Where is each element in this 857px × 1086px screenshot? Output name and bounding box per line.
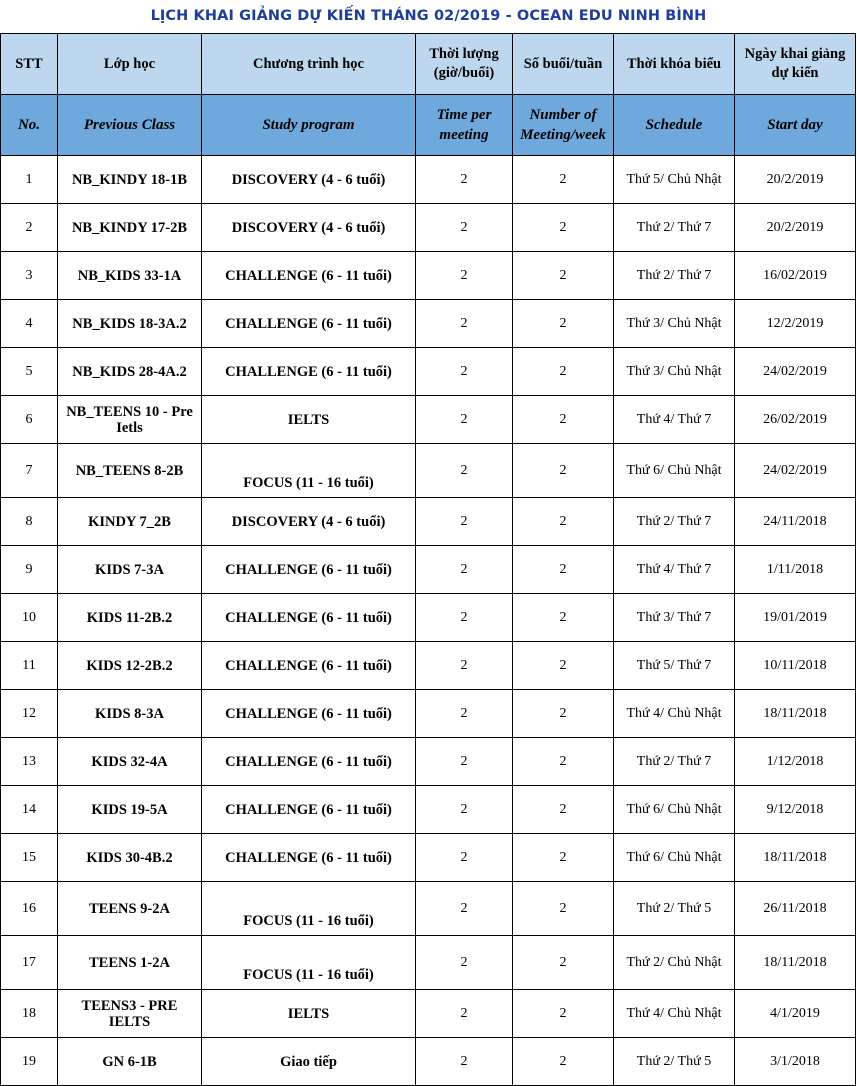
table-row <box>1 990 856 1038</box>
row-number-cell: 6 <box>1 396 58 444</box>
sessions-per-week-cell: 2 <box>513 882 614 936</box>
row-number-cell: 2 <box>1 204 58 252</box>
row-number-cell: 12 <box>1 690 58 738</box>
sessions-per-week-cell: 2 <box>513 156 614 204</box>
schedule-cell: Thứ 2/ Chủ Nhật <box>614 936 735 990</box>
table-row <box>1 690 856 738</box>
schedule-cell: Thứ 4/ Thứ 7 <box>614 396 735 444</box>
sessions-per-week-cell: 2 <box>513 204 614 252</box>
start-date-cell: 20/2/2019 <box>735 204 856 252</box>
hours-per-session-cell: 2 <box>416 642 513 690</box>
row-number-cell: 1 <box>1 156 58 204</box>
header-sessions: Số buổi/tuần <box>513 34 614 95</box>
header-start-date: Ngày khai giảng dự kiến <box>735 34 856 95</box>
study-program-cell: IELTS <box>202 396 416 444</box>
table-row <box>1 300 856 348</box>
study-program-cell: FOCUS (11 - 16 tuổi) <box>202 936 416 990</box>
class-name-cell: NB_KIDS 33-1A <box>58 252 202 300</box>
class-name-cell: NB_KIDS 18-3A.2 <box>58 300 202 348</box>
hours-per-session-cell: 2 <box>416 300 513 348</box>
hours-per-session-cell: 2 <box>416 834 513 882</box>
sessions-per-week-cell: 2 <box>513 594 614 642</box>
start-date-cell: 4/1/2019 <box>735 990 856 1038</box>
hours-per-session-cell: 2 <box>416 690 513 738</box>
study-program-cell: IELTS <box>202 990 416 1038</box>
row-number-cell: 5 <box>1 348 58 396</box>
sessions-per-week-cell: 2 <box>513 642 614 690</box>
hours-per-session-cell: 2 <box>416 882 513 936</box>
row-number-cell: 3 <box>1 252 58 300</box>
sessions-per-week-cell: 2 <box>513 444 614 498</box>
hours-per-session-cell: 2 <box>416 252 513 300</box>
class-name-cell: KINDY 7_2B <box>58 498 202 546</box>
study-program-cell: CHALLENGE (6 - 11 tuổi) <box>202 690 416 738</box>
schedule-cell: Thứ 3/ Thứ 7 <box>614 594 735 642</box>
study-program-cell: Giao tiếp <box>202 1038 416 1086</box>
class-name-cell: KIDS 32-4A <box>58 738 202 786</box>
start-date-cell: 1/11/2018 <box>735 546 856 594</box>
schedule-cell: Thứ 3/ Chủ Nhật <box>614 300 735 348</box>
hours-per-session-cell: 2 <box>416 396 513 444</box>
table-row <box>1 348 856 396</box>
schedule-cell: Thứ 5/ Thứ 7 <box>614 642 735 690</box>
schedule-cell: Thứ 3/ Chủ Nhật <box>614 348 735 396</box>
start-date-cell: 26/11/2018 <box>735 882 856 936</box>
table-row <box>1 156 856 204</box>
start-date-cell: 18/11/2018 <box>735 834 856 882</box>
start-date-cell: 20/2/2019 <box>735 156 856 204</box>
header-stt: STT <box>1 34 58 95</box>
start-date-cell: 19/01/2019 <box>735 594 856 642</box>
start-date-cell: 24/02/2019 <box>735 348 856 396</box>
header-previous-class: Previous Class <box>58 95 202 156</box>
row-number-cell: 8 <box>1 498 58 546</box>
row-number-cell: 17 <box>1 936 58 990</box>
sessions-per-week-cell: 2 <box>513 936 614 990</box>
row-number-cell: 14 <box>1 786 58 834</box>
table-row <box>1 936 856 990</box>
schedule-cell: Thứ 4/ Chủ Nhật <box>614 690 735 738</box>
table-row <box>1 882 856 936</box>
schedule-cell: Thứ 2/ Thứ 7 <box>614 498 735 546</box>
start-date-cell: 10/11/2018 <box>735 642 856 690</box>
table-row <box>1 444 856 498</box>
start-date-cell: 26/02/2019 <box>735 396 856 444</box>
header-class: Lớp học <box>58 34 202 95</box>
page-title: LỊCH KHAI GIẢNG DỰ KIẾN THÁNG 02/2019 - OCEAN EDU NINH BÌNH <box>150 8 707 24</box>
hours-per-session-cell: 2 <box>416 156 513 204</box>
sessions-per-week-cell: 2 <box>513 738 614 786</box>
row-number-cell: 4 <box>1 300 58 348</box>
class-name-cell: KIDS 19-5A <box>58 786 202 834</box>
header-meetings-per-week: Number of Meeting/week <box>513 95 614 156</box>
table-row <box>1 252 856 300</box>
class-name-cell: KIDS 8-3A <box>58 690 202 738</box>
table-row <box>1 1038 856 1086</box>
sessions-per-week-cell: 2 <box>513 546 614 594</box>
class-name-cell: GN 6-1B <box>58 1038 202 1086</box>
start-date-cell: 24/02/2019 <box>735 444 856 498</box>
row-number-cell: 9 <box>1 546 58 594</box>
class-name-cell: KIDS 30-4B.2 <box>58 834 202 882</box>
schedule-cell: Thứ 5/ Chủ Nhật <box>614 156 735 204</box>
sessions-per-week-cell: 2 <box>513 396 614 444</box>
sessions-per-week-cell: 2 <box>513 990 614 1038</box>
class-name-cell: NB_TEENS 8-2B <box>58 444 202 498</box>
start-date-cell: 18/11/2018 <box>735 690 856 738</box>
table-row <box>1 204 856 252</box>
study-program-cell: DISCOVERY (4 - 6 tuổi) <box>202 156 416 204</box>
table-row <box>1 642 856 690</box>
class-name-cell: NB_KINDY 17-2B <box>58 204 202 252</box>
hours-per-session-cell: 2 <box>416 348 513 396</box>
sessions-per-week-cell: 2 <box>513 348 614 396</box>
start-date-cell: 1/12/2018 <box>735 738 856 786</box>
class-name-cell: KIDS 7-3A <box>58 546 202 594</box>
header-study-program: Study program <box>202 95 416 156</box>
study-program-cell: CHALLENGE (6 - 11 tuổi) <box>202 642 416 690</box>
schedule-cell: Thứ 4/ Chủ Nhật <box>614 990 735 1038</box>
table-row <box>1 834 856 882</box>
table-body <box>1 156 856 1086</box>
class-name-cell: NB_KIDS 28-4A.2 <box>58 348 202 396</box>
sessions-per-week-cell: 2 <box>513 252 614 300</box>
hours-per-session-cell: 2 <box>416 498 513 546</box>
class-name-cell: TEENS 9-2A <box>58 882 202 936</box>
row-number-cell: 15 <box>1 834 58 882</box>
table-row <box>1 786 856 834</box>
start-date-cell: 9/12/2018 <box>735 786 856 834</box>
schedule-cell: Thứ 2/ Thứ 7 <box>614 204 735 252</box>
row-number-cell: 7 <box>1 444 58 498</box>
hours-per-session-cell: 2 <box>416 738 513 786</box>
class-name-cell: NB_KINDY 18-1B <box>58 156 202 204</box>
schedule-table <box>0 33 856 1086</box>
row-number-cell: 19 <box>1 1038 58 1086</box>
header-schedule: Thời khóa biểu <box>614 34 735 95</box>
study-program-cell: CHALLENGE (6 - 11 tuổi) <box>202 786 416 834</box>
header-duration: Thời lượng (giờ/buổi) <box>416 34 513 95</box>
table-row <box>1 396 856 444</box>
study-program-cell: CHALLENGE (6 - 11 tuổi) <box>202 300 416 348</box>
start-date-cell: 16/02/2019 <box>735 252 856 300</box>
header-row-vietnamese <box>1 34 856 95</box>
study-program-cell: CHALLENGE (6 - 11 tuổi) <box>202 546 416 594</box>
class-name-cell: KIDS 12-2B.2 <box>58 642 202 690</box>
sessions-per-week-cell: 2 <box>513 834 614 882</box>
row-number-cell: 18 <box>1 990 58 1038</box>
header-start-day: Start day <box>735 95 856 156</box>
table-row <box>1 546 856 594</box>
hours-per-session-cell: 2 <box>416 936 513 990</box>
row-number-cell: 13 <box>1 738 58 786</box>
schedule-cell: Thứ 6/ Chủ Nhật <box>614 834 735 882</box>
schedule-cell: Thứ 4/ Thứ 7 <box>614 546 735 594</box>
sessions-per-week-cell: 2 <box>513 300 614 348</box>
study-program-cell: FOCUS (11 - 16 tuổi) <box>202 444 416 498</box>
study-program-cell: CHALLENGE (6 - 11 tuổi) <box>202 252 416 300</box>
sessions-per-week-cell: 2 <box>513 690 614 738</box>
table-row <box>1 498 856 546</box>
schedule-cell: Thứ 2/ Thứ 5 <box>614 882 735 936</box>
sessions-per-week-cell: 2 <box>513 1038 614 1086</box>
schedule-cell: Thứ 2/ Thứ 5 <box>614 1038 735 1086</box>
study-program-cell: CHALLENGE (6 - 11 tuổi) <box>202 738 416 786</box>
sessions-per-week-cell: 2 <box>513 498 614 546</box>
schedule-cell: Thứ 6/ Chủ Nhật <box>614 786 735 834</box>
hours-per-session-cell: 2 <box>416 990 513 1038</box>
class-name-cell: TEENS3 - PRE IELTS <box>58 990 202 1038</box>
hours-per-session-cell: 2 <box>416 1038 513 1086</box>
study-program-cell: CHALLENGE (6 - 11 tuổi) <box>202 834 416 882</box>
table-row <box>1 594 856 642</box>
header-schedule-en: Schedule <box>614 95 735 156</box>
study-program-cell: CHALLENGE (6 - 11 tuổi) <box>202 594 416 642</box>
study-program-cell: FOCUS (11 - 16 tuổi) <box>202 882 416 936</box>
hours-per-session-cell: 2 <box>416 594 513 642</box>
hours-per-session-cell: 2 <box>416 786 513 834</box>
row-number-cell: 16 <box>1 882 58 936</box>
header-time-per-meeting: Time per meeting <box>416 95 513 156</box>
schedule-cell: Thứ 6/ Chủ Nhật <box>614 444 735 498</box>
schedule-cell: Thứ 2/ Thứ 7 <box>614 738 735 786</box>
study-program-cell: DISCOVERY (4 - 6 tuổi) <box>202 204 416 252</box>
table-row <box>1 738 856 786</box>
class-name-cell: TEENS 1-2A <box>58 936 202 990</box>
sessions-per-week-cell: 2 <box>513 786 614 834</box>
hours-per-session-cell: 2 <box>416 444 513 498</box>
start-date-cell: 3/1/2018 <box>735 1038 856 1086</box>
start-date-cell: 18/11/2018 <box>735 936 856 990</box>
row-number-cell: 10 <box>1 594 58 642</box>
schedule-cell: Thứ 2/ Thứ 7 <box>614 252 735 300</box>
class-name-cell: KIDS 11-2B.2 <box>58 594 202 642</box>
hours-per-session-cell: 2 <box>416 204 513 252</box>
row-number-cell: 11 <box>1 642 58 690</box>
study-program-cell: DISCOVERY (4 - 6 tuổi) <box>202 498 416 546</box>
study-program-cell: CHALLENGE (6 - 11 tuổi) <box>202 348 416 396</box>
header-no: No. <box>1 95 58 156</box>
hours-per-session-cell: 2 <box>416 546 513 594</box>
class-name-cell: NB_TEENS 10 - Pre Ietls <box>58 396 202 444</box>
start-date-cell: 24/11/2018 <box>735 498 856 546</box>
header-program: Chương trình học <box>202 34 416 95</box>
start-date-cell: 12/2/2019 <box>735 300 856 348</box>
header-row-english <box>1 95 856 156</box>
